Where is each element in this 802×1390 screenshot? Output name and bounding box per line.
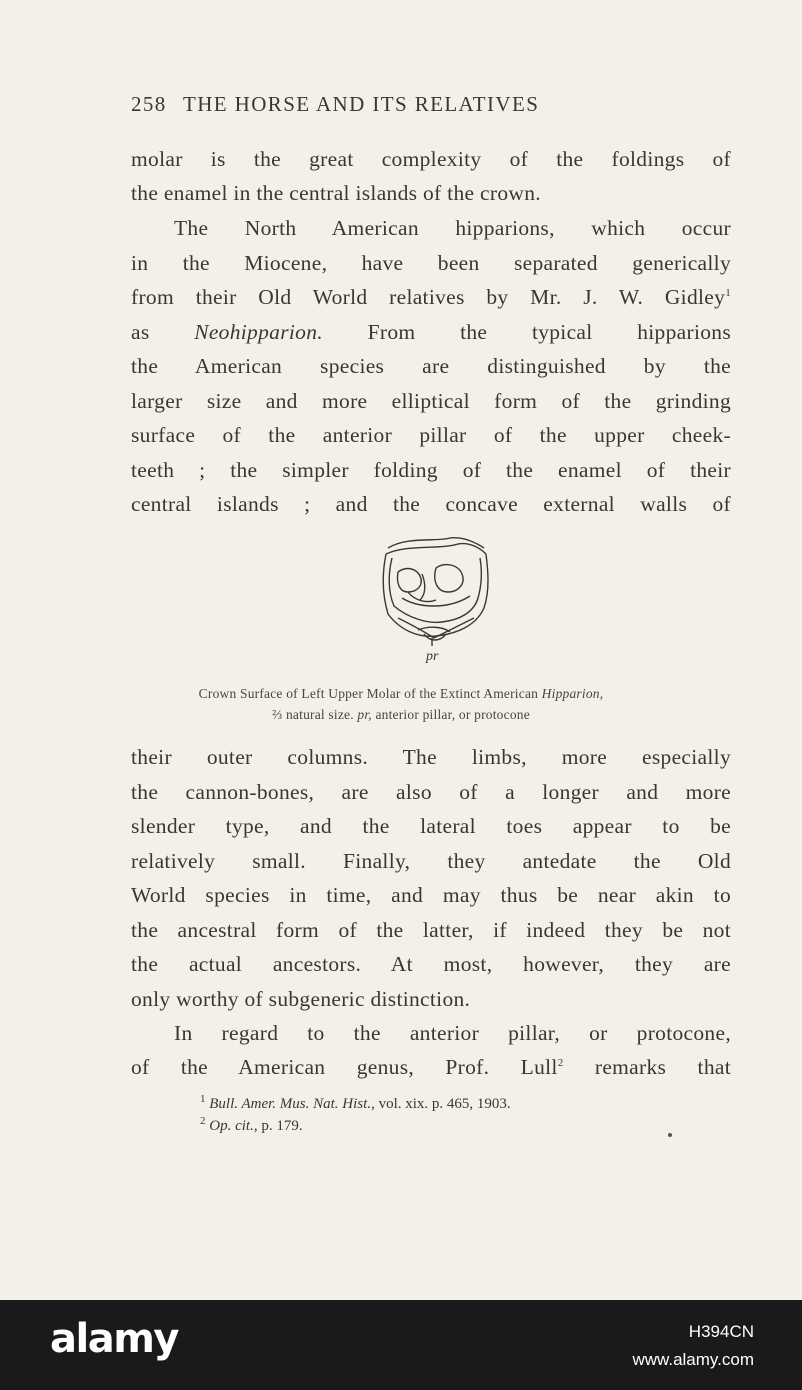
page-number: 258 [131, 92, 167, 116]
caption-text: anterior pillar, or protocone [375, 707, 530, 722]
text-line: In regard to the anterior pillar, or protocone, [174, 1021, 731, 1045]
caption-genus: Hipparion, [541, 686, 604, 701]
text-span: of the American genus, Prof. Lull [131, 1055, 558, 1079]
figure-caption-line-1 [0, 686, 802, 702]
molar-illustration [378, 534, 492, 666]
footnote-text: p. 179. [261, 1118, 303, 1134]
figure-label: pr [426, 649, 439, 664]
text-line: molar is the great complexity of the foldings of [131, 147, 731, 171]
text-line: the cannon-bones, are also of a longer and more [131, 780, 731, 804]
caption-label: pr, [357, 707, 372, 722]
text-line: The North American hipparions, which occur [174, 216, 731, 240]
figure-caption-line-2 [0, 707, 802, 723]
running-title: THE HORSE AND ITS RELATIVES [182, 92, 540, 116]
text-line: the actual ancestors. At most, however, they are [131, 952, 731, 976]
alamy-url: www.alamy.com [632, 1350, 754, 1369]
footnote-source: Bull. Amer. Mus. Nat. Hist., [209, 1096, 375, 1112]
text-line: in the Miocene, have been separated generically [131, 251, 731, 275]
footnote-2 [200, 1115, 303, 1135]
text-line: the ancestral form of the latter, if indeed they be not [131, 918, 731, 942]
print-speck [668, 1133, 672, 1137]
image-id: H394CN [688, 1322, 754, 1341]
caption-scale: ⅔ natural size. [272, 707, 354, 722]
running-head [131, 92, 667, 117]
text-line: the American species are distinguished by the [131, 354, 731, 378]
footnote-mark: 2 [200, 1115, 206, 1127]
footnote-ref-2: 2 [557, 1056, 564, 1069]
text-line: central islands ; and the concave external walls of [131, 492, 731, 516]
text-line: surface of the anterior pillar of the upper cheek- [131, 423, 731, 447]
text-span: remarks that [594, 1055, 731, 1079]
alamy-logo: alamy [50, 1316, 178, 1362]
footnote-mark: 1 [200, 1093, 206, 1105]
text-line: slender type, and the lateral toes appear to be [131, 814, 731, 838]
footnote-text: vol. xix. p. 465, 1903. [378, 1096, 511, 1112]
text-line [131, 315, 731, 349]
genus-name: Neohipparion. [194, 320, 323, 344]
text-span: From the typical hipparions [367, 320, 731, 344]
text-line: only worthy of subgeneric distinction. [131, 987, 471, 1011]
text-line: teeth ; the simpler folding of the enamel of their [131, 458, 731, 482]
footnote-ref-1: 1 [725, 286, 731, 299]
footnote-1 [200, 1093, 511, 1113]
text-line [131, 280, 731, 314]
text-line [131, 1050, 731, 1084]
footnote-source: Op. cit., [209, 1118, 258, 1134]
text-line: larger size and more elliptical form of the grinding [131, 389, 731, 413]
text-line: relatively small. Finally, they antedate the Old [131, 849, 731, 873]
caption-text: Crown Surface of Left Upper Molar of the Extinct American [198, 686, 539, 701]
text-line: World species in time, and may thus be near akin to [131, 883, 731, 907]
text-span: as [131, 320, 150, 344]
text-line: their outer columns. The limbs, more especially [131, 745, 731, 769]
text-span: from their Old World relatives by Mr. J. W. Gidley [131, 285, 726, 309]
text-line: the enamel in the central islands of the crown. [131, 181, 541, 205]
